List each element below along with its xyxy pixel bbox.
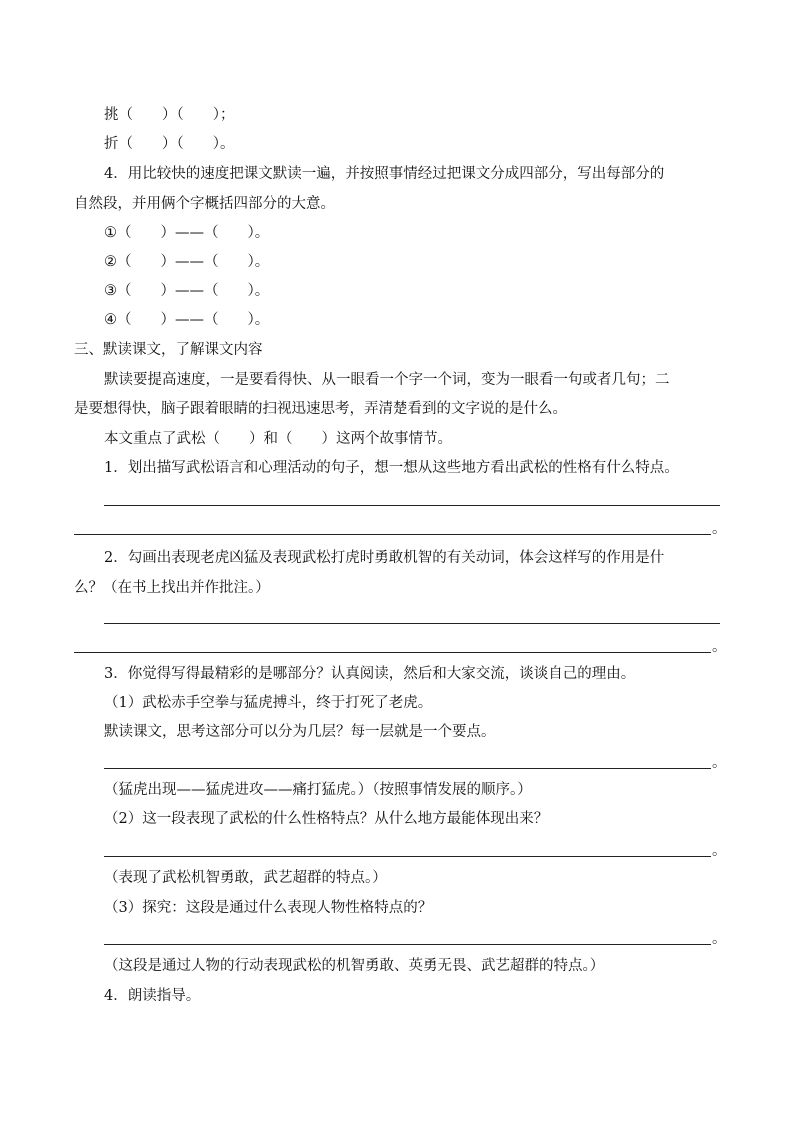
question-2-line2: 么？（在书上找出并作批注。） [74,580,270,596]
question-3-part-2: （2）这一段表现了武松的什么性格特点？从什么地方最能体现出来？ [104,811,549,827]
question-3-part-1-prompt: 默读课文，思考这部分可以分为几层？每一层就是一个要点。 [104,724,496,740]
paragraph-1-line2: 是要想得快，脑子跟着眼睛的扫视迅速思考，弄清楚看到的文字说的是什么。 [74,401,567,417]
period-mark: 。 [712,521,727,537]
answer-line[interactable] [104,505,720,506]
question-3-part-3: （3）探究：这段是通过什么表现人物性格特点的？ [104,900,433,916]
period-mark: 。 [712,639,727,655]
question-2-line1: 2．勾画出表现老虎凶猛及表现武松打虎时勇敢机智的有关动词，体会这样写的作用是什 [104,550,665,566]
period-mark: 。 [712,843,727,859]
answer-3-3: （这段是通过人物的行动表现武松的机智勇敢、英勇无畏、武艺超群的特点。） [104,958,605,974]
period-mark: 。 [712,931,727,947]
answer-line[interactable] [104,856,711,857]
answer-row-1: ①（ ）——（ ）。 [104,225,270,241]
paragraph-2: 本文重点了武松（ ）和（ ）这两个故事情节。 [104,431,452,447]
answer-line[interactable] [104,623,720,624]
paragraph-1-line1: 默读要提高速度，一是要看得快、从一眼看一个字一个词，变为一眼看一句或者几句；二 [104,372,670,388]
question-4-line2: 自然段，并用俩个字概括四部分的大意。 [74,196,335,212]
answer-line[interactable] [74,652,711,653]
answer-line[interactable] [74,534,711,535]
period-mark: 。 [712,755,727,771]
answer-row-2: ②（ ）——（ ）。 [104,254,270,270]
line-tiao: 挑（ ）（ ）； [104,107,235,123]
answer-line[interactable] [104,768,711,769]
section-3-heading: 三、默读课文，了解课文内容 [74,342,263,358]
question-4-reading: 4．朗读指导。 [104,988,201,1004]
question-1: 1．划出描写武松语言和心理活动的句子，想一想从这些地方看出武松的性格有什么特点。 [104,460,679,476]
answer-row-3: ③（ ）——（ ）。 [104,283,270,299]
question-3-part-1: （1）武松赤手空拳与猛虎搏斗，终于打死了老虎。 [104,695,433,711]
answer-3-2: （表现了武松机智勇敢，武艺超群的特点。） [104,870,387,886]
answer-row-4: ④（ ）——（ ）。 [104,312,270,328]
question-4-line1: 4．用比较快的速度把课文默读一遍，并按照事情经过把课文分成四部分，写出每部分的 [104,166,665,182]
question-3: 3．你觉得写得最精彩的是哪部分？认真阅读，然后和大家交流，谈谈自己的理由。 [104,666,636,682]
answer-3-1: （猛虎出现——猛虎进攻——痛打猛虎。）（按照事情发展的顺序。） [104,782,532,798]
line-zhe: 折（ ）（ ）。 [104,136,235,152]
answer-line[interactable] [104,944,711,945]
